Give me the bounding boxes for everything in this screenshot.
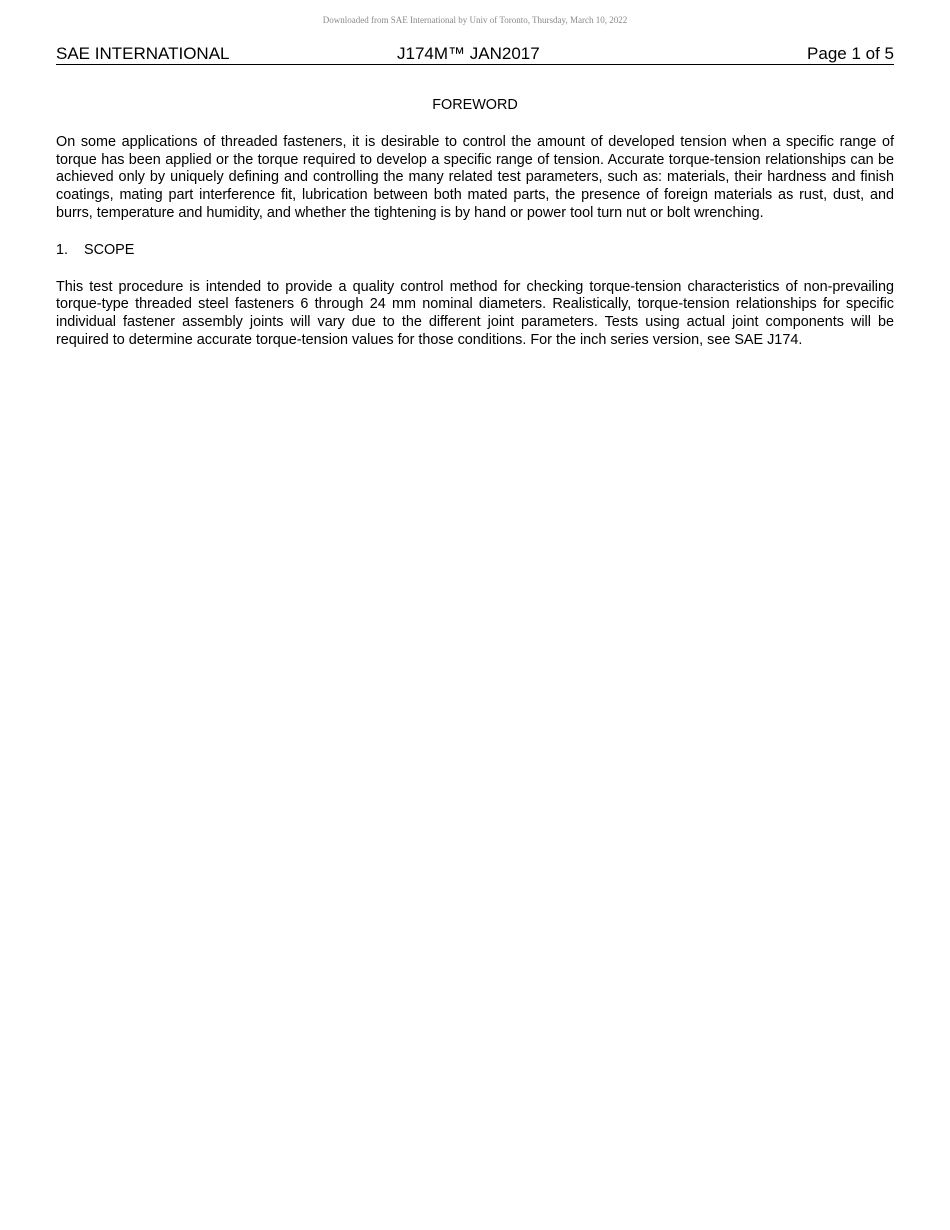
header-organization: SAE INTERNATIONAL xyxy=(56,44,230,63)
foreword-heading: FOREWORD xyxy=(432,97,518,113)
scope-section-number: 1. xyxy=(56,241,69,258)
scope-section-title: SCOPE xyxy=(84,241,135,258)
download-watermark: Downloaded from SAE International by Univ of Toronto, Thursday, March 10, 2022 xyxy=(322,15,628,25)
page-header xyxy=(56,44,894,65)
header-page-number: Page 1 of 5 xyxy=(807,44,894,63)
foreword-paragraph: On some applications of threaded fasteners, it is desirable to control the amount of developed tension when a specific range of torque has been applied or the torque required to develop a specific range of tension. Accurate torque-tension relationships can be achieved only by uniquely defining and controlling the many related test parameters, such as: materials, their hardness and finish coatings, mating part interference fit, lubrication between both mated parts, the presence of foreign materials as rust, dust, and burrs, temperature and humidity, and whether the tightening is by hand or power tool turn nut or bolt wrenching. xyxy=(56,133,894,221)
scope-heading xyxy=(56,242,894,260)
header-document-id: J174M™ JAN2017 xyxy=(397,44,540,63)
document-body xyxy=(56,97,894,369)
scope-paragraph: This test procedure is intended to provide a quality control method for checking torque-tension characteristics of non-prevailing torque-type threaded steel fasteners 6 through 24 mm nominal diameters. Realistically, torque-tension relationships for specific individual fastener assembly joints will vary due to the different joint parameters. Tests using actual joint components will be required to determine accurate torque-tension values for those conditions. For the inch series version, see SAE J174. xyxy=(56,278,894,348)
